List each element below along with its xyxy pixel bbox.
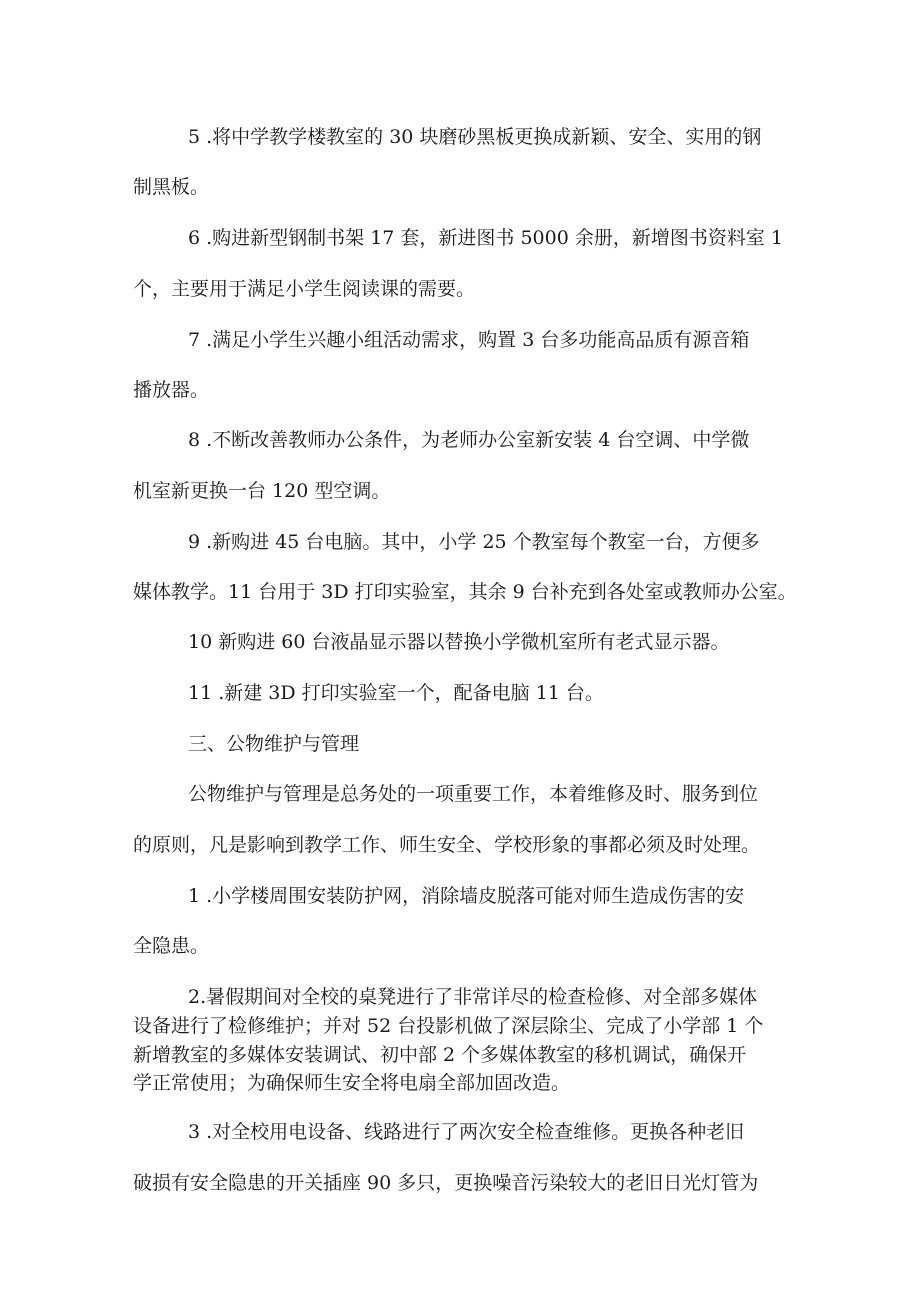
intro-paragraph-line-2: 的原则，凡是影响到教学工作、师生安全、学校形象的事都必须及时处理。 xyxy=(133,834,761,856)
item-7-line-1: 7 .满足小学生兴趣小组活动需求，购置 3 台多功能高品质有源音箱 xyxy=(188,329,750,351)
item-5-line-1: 5 .将中学教学楼教室的 30 块磨砂黑板更换成新颖、安全、实用的钢 xyxy=(188,126,762,148)
maint-item-2-line-4: 学正常使用；为确保师生安全将电扇全部加固改造。 xyxy=(133,1072,571,1094)
item-6-line-1: 6 .购进新型钢制书架 17 套，新进图书 5000 余册，新增图书资料室 1 xyxy=(188,227,783,249)
intro-paragraph-line-1: 公物维护与管理是总务处的一项重要工作，本着维修及时、服务到位 xyxy=(188,783,759,805)
maint-item-3-line-1: 3 .对全校用电设备、线路进行了两次安全检查维修。更换各种老旧 xyxy=(188,1121,745,1143)
section-heading: 三、公物维护与管理 xyxy=(188,733,360,755)
item-11-line: 11 .新建 3D 打印实验室一个，配备电脑 11 台。 xyxy=(188,682,604,704)
maint-item-3-line-2: 破损有安全隐患的开关插座 90 多只，更换噪音污染较大的老旧日光灯管为 xyxy=(133,1172,759,1194)
item-6-line-2: 个，主要用于满足小学生阅读课的需要。 xyxy=(133,278,476,300)
maint-item-1-line-1: 1 .小学楼周围安装防护网，消除墙皮脱落可能对师生造成伤害的安 xyxy=(188,885,745,907)
item-8-line-1: 8 .不断改善教师办公条件，为老师办公室新安装 4 台空调、中学微 xyxy=(188,429,750,451)
item-8-line-2: 机室新更换一台 120 型空调。 xyxy=(133,480,391,502)
maint-item-2-line-2: 设备进行了检修维护；并对 52 台投影机做了深层除尘、完成了小学部 1 个 xyxy=(133,1015,764,1037)
item-9-line-2: 媒体教学。11 台用于 3D 打印实验室，其余 9 台补充到各处室或教师办公室。 xyxy=(133,581,797,603)
item-5-line-2: 制黑板。 xyxy=(133,176,210,198)
item-7-line-2: 播放器。 xyxy=(133,379,210,401)
item-10-line: 10 新购进 60 台液晶显示器以替换小学微机室所有老式显示器。 xyxy=(188,631,730,653)
item-9-line-1: 9 .新购进 45 台电脑。其中，小学 25 个教室每个教室一台，方便多 xyxy=(188,531,760,553)
maint-item-2-line-1: 2.暑假期间对全校的桌凳进行了非常详尽的检查检修、对全部多媒体 xyxy=(188,986,758,1008)
maint-item-2-line-3: 新增教室的多媒体安装调试、初中部 2 个多媒体教室的移机调试，确保开 xyxy=(133,1044,747,1066)
maint-item-1-line-2: 全隐患。 xyxy=(133,935,210,957)
